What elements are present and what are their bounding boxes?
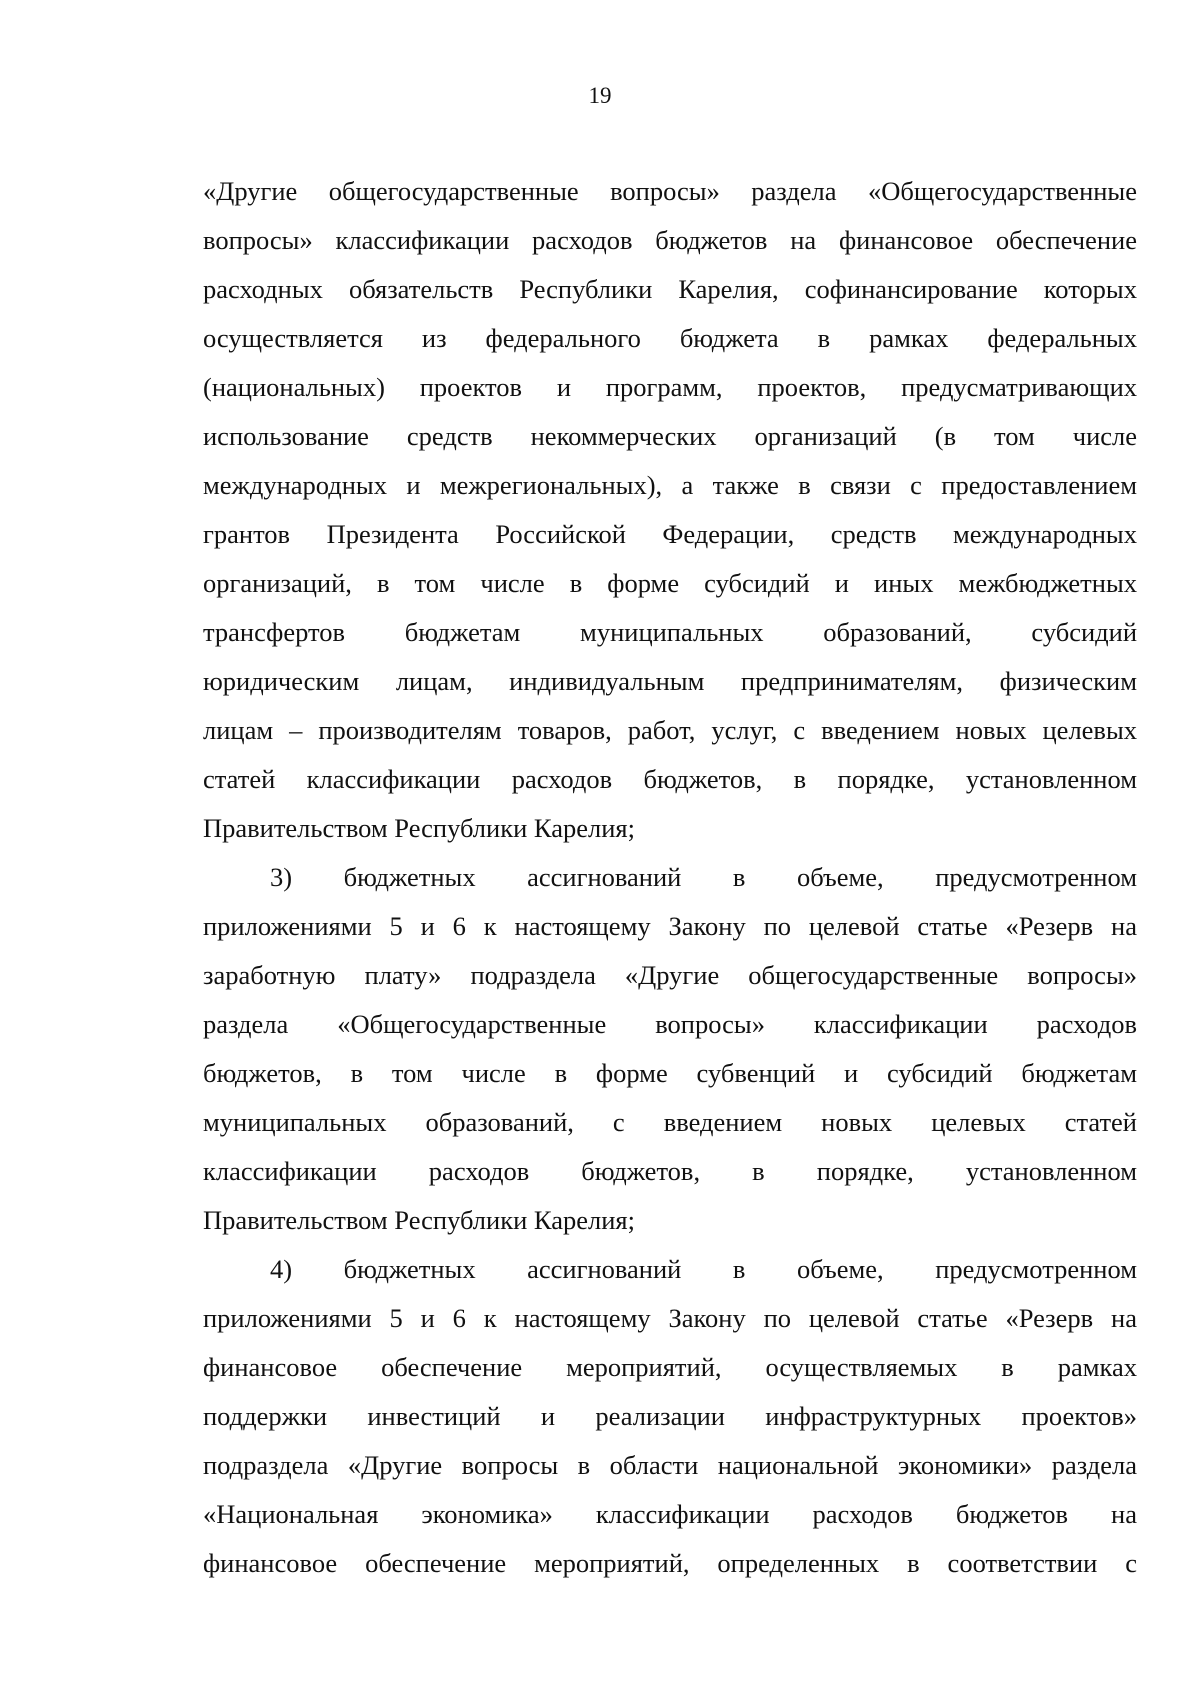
text-line: раздела «Общегосударственные вопросы» классификации расходов	[203, 1009, 1137, 1039]
text-line: (национальных) проектов и программ, проектов, предусматривающих	[203, 372, 1137, 402]
text-line: международных и межрегиональных), а также в связи с предоставлением	[203, 470, 1137, 500]
text-line: приложениями 5 и 6 к настоящему Закону по целевой статье «Резерв на	[203, 911, 1137, 941]
text-line: грантов Президента Российской Федерации, средств международных	[203, 519, 1137, 549]
text-line: «Другие общегосударственные вопросы» раздела «Общегосударственные	[203, 176, 1137, 206]
text-line: поддержки инвестиций и реализации инфраструктурных проектов»	[203, 1401, 1137, 1431]
text-line: приложениями 5 и 6 к настоящему Закону по целевой статье «Резерв на	[203, 1303, 1137, 1333]
text-line: расходных обязательств Республики Карелия, софинансирование которых	[203, 274, 1137, 304]
text-line: лицам – производителям товаров, работ, услуг, с введением новых целевых	[203, 715, 1137, 745]
text-line: бюджетов, в том числе в форме субвенций и субсидий бюджетам	[203, 1058, 1137, 1088]
text-line: вопросы» классификации расходов бюджетов на финансовое обеспечение	[203, 225, 1137, 255]
paragraph-continuation	[203, 167, 1137, 853]
text-line: Правительством Республики Карелия;	[203, 1205, 635, 1235]
text-line: статей классификации расходов бюджетов, в порядке, установленном	[203, 764, 1137, 794]
text-line: муниципальных образований, с введением новых целевых статей	[203, 1107, 1137, 1137]
text-line: 4) бюджетных ассигнований в объеме, предусмотренном	[270, 1254, 1137, 1284]
text-line: заработную плату» подраздела «Другие общегосударственные вопросы»	[203, 960, 1137, 990]
text-line: Правительством Республики Карелия;	[203, 813, 635, 843]
text-line: организаций, в том числе в форме субсидий и иных межбюджетных	[203, 568, 1137, 598]
text-line: осуществляется из федерального бюджета в рамках федеральных	[203, 323, 1137, 353]
text-line: трансфертов бюджетам муниципальных образований, субсидий	[203, 617, 1137, 647]
text-line: классификации расходов бюджетов, в порядке, установленном	[203, 1156, 1137, 1186]
text-line: 3) бюджетных ассигнований в объеме, предусмотренном	[270, 862, 1137, 892]
text-line: использование средств некоммерческих организаций (в том числе	[203, 421, 1137, 451]
text-line: подраздела «Другие вопросы в области национальной экономики» раздела	[203, 1450, 1137, 1480]
text-line: финансовое обеспечение мероприятий, осуществляемых в рамках	[203, 1352, 1137, 1382]
text-line: «Национальная экономика» классификации расходов бюджетов на	[203, 1499, 1137, 1529]
text-line: юридическим лицам, индивидуальным предпринимателям, физическим	[203, 666, 1137, 696]
page-number: 19	[588, 83, 612, 108]
text-line: финансовое обеспечение мероприятий, определенных в соответствии с	[203, 1548, 1137, 1578]
document-body	[203, 167, 1137, 1588]
paragraph-item-3	[203, 853, 1137, 1245]
paragraph-item-4	[203, 1245, 1137, 1588]
